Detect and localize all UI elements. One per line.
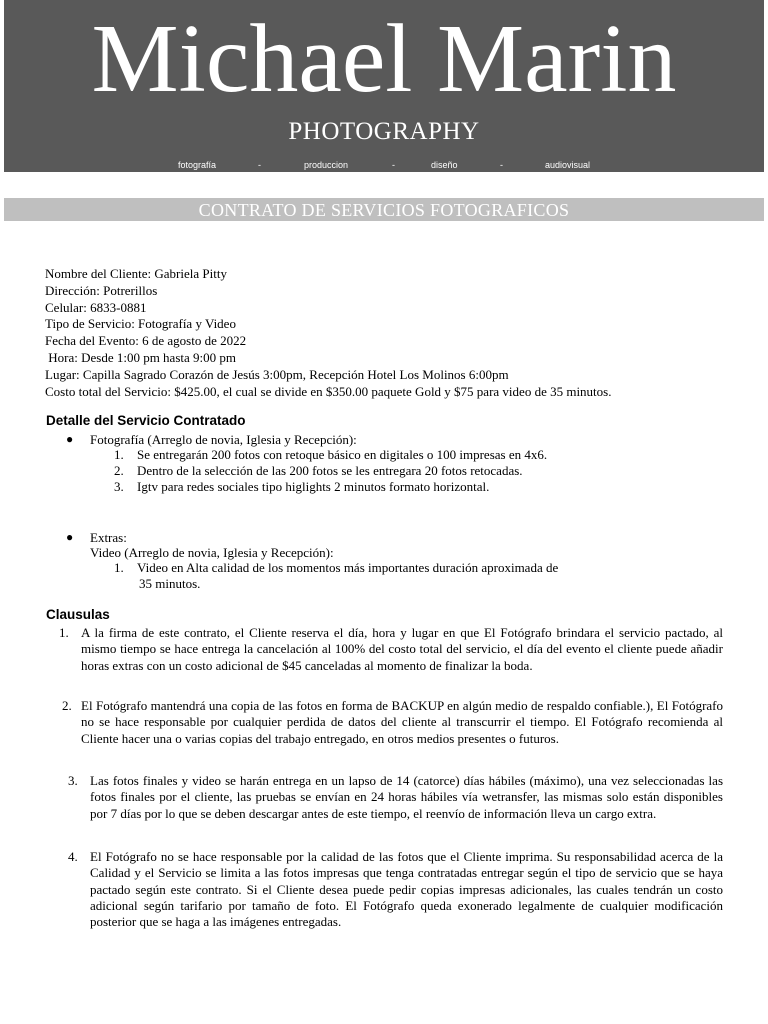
service-design: diseño [431, 160, 458, 170]
service-separator: - [500, 160, 503, 170]
photo-item: Dentro de la selección de las 200 fotos se les entregara 20 fotos retocadas. [137, 463, 523, 478]
clause-number: 4. [68, 849, 78, 864]
service-photography: fotografía [178, 160, 217, 170]
detail-heading: Detalle del Servicio Contratado [46, 413, 246, 428]
list-number: 1. [114, 560, 124, 575]
service-separator: - [392, 160, 395, 170]
video-line: Video (Arreglo de novia, Iglesia y Recepción): [90, 545, 334, 560]
event-time: Hora: Desde 1:00 pm hasta 9:00 pm [45, 349, 236, 365]
video-item-continued: 35 minutos. [139, 576, 201, 591]
list-number: 1. [114, 447, 124, 462]
contract-title: CONTRATO DE SERVICIOS FOTOGRAFICOS [4, 198, 764, 221]
photo-item: Se entregarán 200 fotos con retoque básico en digitales o 100 impresas en 4x6. [137, 447, 548, 462]
photo-item: Igtv para redes sociales tipo higlights 2 minutos formato horizontal. [137, 479, 490, 494]
clause-item: El Fotógrafo mantendrá una copia de las fotos en forma de BACKUP en algún medio de respaldo confiable.), El Fotógrafo no se hace responsable por cualquier perdida de datos del cliente al transcurrir el tiempo. El Fotógrafo recomienda al Cliente hacer una o varias copias del trabajo entregado, en otros medios presentes o futuros. [81, 698, 723, 746]
photo-bullet: Fotografía (Arreglo de novia, Iglesia y Recepción): [90, 432, 357, 447]
service-audiovisual: audiovisual [545, 160, 591, 170]
clause-number: 3. [68, 773, 78, 788]
letterhead-banner [4, 0, 764, 172]
client-address: Dirección: Potrerillos [45, 282, 158, 298]
list-number: 3. [114, 479, 124, 494]
brand-name: Michael Marin [91, 5, 677, 113]
service-production: produccion [304, 160, 349, 170]
event-location: Lugar: Capilla Sagrado Corazón de Jesús 3:00pm, Recepción Hotel Los Molinos 6:00pm [45, 366, 509, 382]
total-cost: Costo total del Servicio: $425.00, el cual se divide en $350.00 paquete Gold y $75 para video de 35 minutos. [45, 383, 612, 399]
brand-subtitle: PHOTOGRAPHY [288, 118, 480, 145]
clause-number: 2. [62, 698, 72, 713]
bullet-icon: ● [66, 530, 74, 544]
client-name: Nombre del Cliente: Gabriela Pitty [45, 266, 227, 281]
clauses-heading: Clausulas [46, 607, 110, 622]
services-line [4, 160, 764, 172]
service-separator: - [258, 160, 261, 170]
client-info [45, 266, 611, 400]
service-type: Tipo de Servicio: Fotografía y Video [45, 316, 236, 332]
clause-item: El Fotógrafo no se hace responsable por la calidad de las fotos que el Cliente imprima. Su responsabilidad acerca de la Calidad y el Servicio se limita a las fotos impresas que tenga contratadas entregar según el tipo de servicio que se haya pactado según este contrato. Si el Cliente desea puede pedir copias impresas adicionales, las cuales tendrán un costo adicional según tarifario por tamaño de foto. El Fotógrafo queda exonerado legalmente de cualquier modificación posterior que se haga a las imágenes entregadas. [90, 849, 723, 930]
list-number: 2. [114, 463, 124, 478]
video-item: Video en Alta calidad de los momentos más importantes duración aproximada de [137, 560, 559, 575]
clause-item: A la firma de este contrato, el Cliente reserva el día, hora y lugar en que El Fotógrafo brindara el servicio pactado, al mismo tiempo se hace entrega la cancelación al 100% del costo total del servicio, el día del evento el cliente puede añadir horas extras con un costo adicional de $45 canceladas al momento de finalizar la boda. [81, 625, 723, 673]
bullet-icon: ● [66, 432, 74, 446]
event-date: Fecha del Evento: 6 de agosto de 2022 [45, 333, 247, 349]
clause-item: Las fotos finales y video se harán entrega en un lapso de 14 (catorce) días hábiles (máximo), una vez seleccionadas las fotos finales por el cliente, las pruebas se envían en 24 horas hábiles vía wetransfer, las mismas solo están disponibles por 7 días por lo que se deben descargar antes de este tiempo, el reenvío de información lleva un cargo extra. [90, 773, 723, 821]
client-phone: Celular: 6833-0881 [45, 299, 147, 315]
clause-number: 1. [59, 625, 69, 640]
extras-bullet: Extras: [90, 530, 127, 545]
